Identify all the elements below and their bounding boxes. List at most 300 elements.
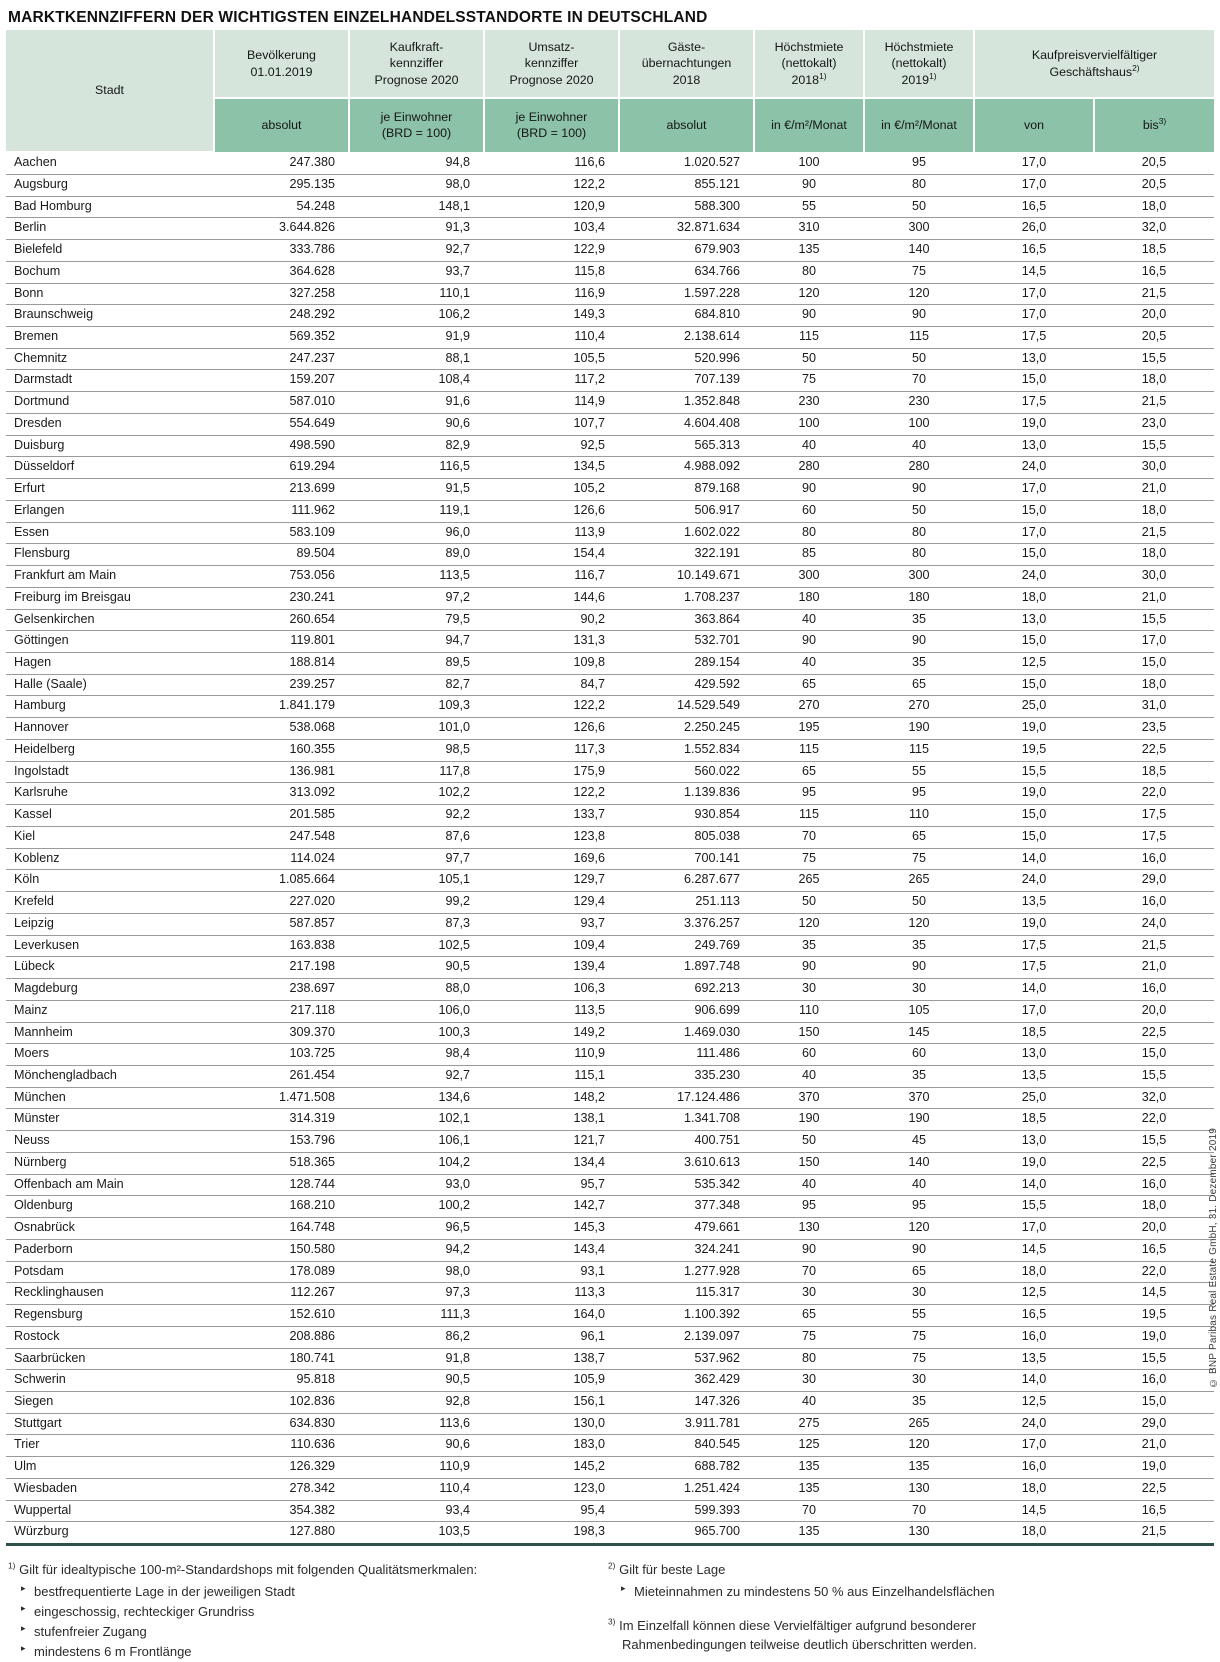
cell-overnight-stays: 4.988.092 — [619, 457, 754, 479]
cell-overnight-stays: 111.486 — [619, 1044, 754, 1066]
subheader-purchasing-power-l1: je Einwohner — [380, 109, 453, 124]
cell-multiplier-from: 18,5 — [974, 1022, 1094, 1044]
footnote-2-head — [608, 1560, 1208, 1580]
table-row — [6, 587, 1214, 609]
cell-max-rent-2019: 30 — [864, 1283, 974, 1305]
cell-purchasing-power: 102,2 — [349, 783, 484, 805]
cell-population: 153.796 — [214, 1131, 349, 1153]
subheader-purchasing-power-l2: (BRD = 100) — [381, 126, 452, 141]
cell-multiplier-to: 15,5 — [1094, 1065, 1214, 1087]
cell-multiplier-to: 20,5 — [1094, 327, 1214, 349]
cell-overnight-stays: 1.597.228 — [619, 283, 754, 305]
table-row — [6, 457, 1214, 479]
cell-overnight-stays: 2.139.097 — [619, 1326, 754, 1348]
footnote-1-item-text: eingeschossig, rechteckiger Grundriss — [34, 1603, 255, 1619]
footnote-1-marker: 1) — [8, 1560, 16, 1571]
footnote-ref-1b: 1) — [929, 70, 937, 81]
table-row — [6, 1522, 1214, 1545]
subheader-multiplier-from: von — [974, 98, 1094, 152]
cell-population: 498.590 — [214, 435, 349, 457]
table-row — [6, 1152, 1214, 1174]
cell-overnight-stays: 249.769 — [619, 935, 754, 957]
cell-city: Braunschweig — [6, 305, 214, 327]
cell-population: 3.644.826 — [214, 218, 349, 240]
cell-max-rent-2019: 55 — [864, 1305, 974, 1327]
cell-purchasing-power: 113,6 — [349, 1413, 484, 1435]
cell-multiplier-from: 19,5 — [974, 739, 1094, 761]
table-row — [6, 1000, 1214, 1022]
cell-purchasing-power: 89,0 — [349, 544, 484, 566]
cell-turnover: 110,4 — [484, 327, 619, 349]
cell-max-rent-2018: 75 — [754, 370, 864, 392]
cell-city: Rostock — [6, 1326, 214, 1348]
cell-multiplier-from: 15,5 — [974, 761, 1094, 783]
cell-multiplier-to: 21,5 — [1094, 522, 1214, 544]
cell-max-rent-2018: 50 — [754, 1131, 864, 1153]
cell-max-rent-2019: 35 — [864, 653, 974, 675]
cell-max-rent-2019: 270 — [864, 696, 974, 718]
cell-turnover: 122,2 — [484, 783, 619, 805]
cell-population: 333.786 — [214, 240, 349, 262]
footnote-1-list — [8, 1582, 608, 1662]
cell-overnight-stays: 322.191 — [619, 544, 754, 566]
header-population-l1: Bevölkerung — [247, 48, 316, 63]
cell-purchasing-power: 119,1 — [349, 500, 484, 522]
cell-population: 587.010 — [214, 392, 349, 414]
cell-max-rent-2018: 310 — [754, 218, 864, 240]
cell-city: Paderborn — [6, 1239, 214, 1261]
table-row — [6, 1261, 1214, 1283]
cell-max-rent-2019: 120 — [864, 1218, 974, 1240]
footnote-2-item-text: Mieteinnahmen zu mindestens 50 % aus Einzelhandelsflächen — [634, 1583, 995, 1599]
cell-overnight-stays: 520.996 — [619, 348, 754, 370]
cell-purchasing-power: 79,5 — [349, 609, 484, 631]
cell-multiplier-to: 18,5 — [1094, 240, 1214, 262]
cell-population: 354.382 — [214, 1500, 349, 1522]
header-max-rent-2019-l2: (nettokalt) — [891, 56, 947, 71]
cell-overnight-stays: 1.139.836 — [619, 783, 754, 805]
cell-population: 239.257 — [214, 674, 349, 696]
cell-multiplier-from: 12,5 — [974, 1391, 1094, 1413]
table-row — [6, 479, 1214, 501]
cell-city: Recklinghausen — [6, 1283, 214, 1305]
footnote-3-line2: Rahmenbedingungen teilweise deutlich überschritten werden. — [622, 1637, 977, 1653]
cell-multiplier-from: 26,0 — [974, 218, 1094, 240]
cell-purchasing-power: 134,6 — [349, 1087, 484, 1109]
table-row — [6, 196, 1214, 218]
table-row — [6, 870, 1214, 892]
cell-turnover: 121,7 — [484, 1131, 619, 1153]
cell-overnight-stays: 906.699 — [619, 1000, 754, 1022]
cell-purchasing-power: 111,3 — [349, 1305, 484, 1327]
cell-max-rent-2018: 135 — [754, 1457, 864, 1479]
cell-overnight-stays: 377.348 — [619, 1196, 754, 1218]
cell-max-rent-2018: 270 — [754, 696, 864, 718]
cell-purchasing-power: 106,0 — [349, 1000, 484, 1022]
header-purchasing-power-l1: Kaufkraft- — [389, 40, 444, 54]
cell-turnover: 134,5 — [484, 457, 619, 479]
cell-turnover: 84,7 — [484, 674, 619, 696]
cell-max-rent-2018: 90 — [754, 305, 864, 327]
cell-turnover: 93,7 — [484, 913, 619, 935]
page-title: MARKTKENNZIFFERN DER WICHTIGSTEN EINZELHANDELSSTANDORTE IN DEUTSCHLAND — [8, 9, 708, 26]
cell-multiplier-to: 32,0 — [1094, 218, 1214, 240]
table-row — [6, 1218, 1214, 1240]
cell-overnight-stays: 2.138.614 — [619, 327, 754, 349]
cell-turnover: 130,0 — [484, 1413, 619, 1435]
cell-multiplier-from: 25,0 — [974, 1087, 1094, 1109]
bullet-icon: ▸ — [21, 1643, 26, 1654]
header-price-multiplier-l2: Geschäftshaus — [1049, 64, 1133, 79]
cell-turnover: 149,3 — [484, 305, 619, 327]
cell-overnight-stays: 324.241 — [619, 1239, 754, 1261]
table-row — [6, 935, 1214, 957]
cell-population: 159.207 — [214, 370, 349, 392]
cell-city: Karlsruhe — [6, 783, 214, 805]
cell-city: Neuss — [6, 1131, 214, 1153]
cell-multiplier-from: 17,0 — [974, 152, 1094, 174]
cell-city: Flensburg — [6, 544, 214, 566]
cell-max-rent-2018: 80 — [754, 522, 864, 544]
cell-multiplier-to: 16,0 — [1094, 892, 1214, 914]
cell-population: 114.024 — [214, 848, 349, 870]
table-row — [6, 739, 1214, 761]
cell-turnover: 145,3 — [484, 1218, 619, 1240]
cell-max-rent-2019: 95 — [864, 783, 974, 805]
cell-max-rent-2018: 275 — [754, 1413, 864, 1435]
cell-multiplier-from: 15,0 — [974, 674, 1094, 696]
cell-multiplier-from: 17,0 — [974, 1218, 1094, 1240]
table-row — [6, 305, 1214, 327]
cell-turnover: 154,4 — [484, 544, 619, 566]
subheader-overnight-stays: absolut — [619, 98, 754, 152]
cell-multiplier-to: 21,0 — [1094, 957, 1214, 979]
header-population-l2: 01.01.2019 — [250, 64, 313, 79]
cell-overnight-stays: 532.701 — [619, 631, 754, 653]
cell-max-rent-2019: 50 — [864, 892, 974, 914]
cell-city: Freiburg im Breisgau — [6, 587, 214, 609]
cell-city: Osnabrück — [6, 1218, 214, 1240]
cell-multiplier-to: 15,5 — [1094, 1348, 1214, 1370]
cell-max-rent-2018: 135 — [754, 1478, 864, 1500]
cell-overnight-stays: 692.213 — [619, 979, 754, 1001]
table-row — [6, 413, 1214, 435]
cell-city: München — [6, 1087, 214, 1109]
table-row — [6, 1239, 1214, 1261]
cell-overnight-stays: 1.352.848 — [619, 392, 754, 414]
cell-city: Mainz — [6, 1000, 214, 1022]
cell-purchasing-power: 105,1 — [349, 870, 484, 892]
cell-turnover: 198,3 — [484, 1522, 619, 1545]
cell-city: Nürnberg — [6, 1152, 214, 1174]
cell-max-rent-2018: 130 — [754, 1218, 864, 1240]
cell-multiplier-from: 24,0 — [974, 870, 1094, 892]
cell-multiplier-to: 22,0 — [1094, 1109, 1214, 1131]
header-max-rent-2018-l3: 2018 — [791, 72, 820, 87]
footnote-1-item — [8, 1602, 608, 1622]
cell-overnight-stays: 855.121 — [619, 174, 754, 196]
cell-multiplier-from: 15,0 — [974, 805, 1094, 827]
cell-multiplier-to: 20,0 — [1094, 1218, 1214, 1240]
cell-city: Frankfurt am Main — [6, 566, 214, 588]
cell-max-rent-2019: 120 — [864, 283, 974, 305]
cell-city: Ingolstadt — [6, 761, 214, 783]
cell-multiplier-to: 22,0 — [1094, 1261, 1214, 1283]
cell-multiplier-from: 18,0 — [974, 1522, 1094, 1545]
cell-overnight-stays: 335.230 — [619, 1065, 754, 1087]
market-indicators-table — [6, 30, 1214, 1546]
cell-population: 163.838 — [214, 935, 349, 957]
cell-multiplier-to: 17,5 — [1094, 826, 1214, 848]
cell-overnight-stays: 634.766 — [619, 261, 754, 283]
footnote-2-item — [608, 1582, 1208, 1602]
table-row — [6, 805, 1214, 827]
table-row — [6, 1283, 1214, 1305]
cell-turnover: 110,9 — [484, 1044, 619, 1066]
cell-max-rent-2018: 230 — [754, 392, 864, 414]
cell-population: 201.585 — [214, 805, 349, 827]
cell-max-rent-2018: 40 — [754, 609, 864, 631]
cell-purchasing-power: 110,1 — [349, 283, 484, 305]
cell-multiplier-to: 20,0 — [1094, 305, 1214, 327]
cell-multiplier-to: 18,5 — [1094, 761, 1214, 783]
subheader-turnover-l1: je Einwohner — [515, 109, 588, 124]
cell-max-rent-2018: 180 — [754, 587, 864, 609]
cell-multiplier-from: 14,0 — [974, 1174, 1094, 1196]
cell-purchasing-power: 86,2 — [349, 1326, 484, 1348]
cell-max-rent-2018: 115 — [754, 327, 864, 349]
cell-population: 103.725 — [214, 1044, 349, 1066]
table-row — [6, 348, 1214, 370]
cell-multiplier-to: 22,0 — [1094, 783, 1214, 805]
cell-multiplier-to: 21,0 — [1094, 587, 1214, 609]
cell-multiplier-to: 19,0 — [1094, 1457, 1214, 1479]
cell-overnight-stays: 1.897.748 — [619, 957, 754, 979]
cell-city: Halle (Saale) — [6, 674, 214, 696]
cell-overnight-stays: 3.376.257 — [619, 913, 754, 935]
table-container — [0, 30, 1220, 1546]
cell-population: 227.020 — [214, 892, 349, 914]
cell-multiplier-from: 13,0 — [974, 435, 1094, 457]
cell-turnover: 133,7 — [484, 805, 619, 827]
cell-multiplier-from: 14,0 — [974, 1370, 1094, 1392]
cell-purchasing-power: 90,6 — [349, 413, 484, 435]
cell-city: Saarbrücken — [6, 1348, 214, 1370]
cell-purchasing-power: 90,5 — [349, 957, 484, 979]
subheader-purchasing-power — [349, 98, 484, 152]
cell-multiplier-from: 14,5 — [974, 1500, 1094, 1522]
cell-multiplier-to: 18,0 — [1094, 370, 1214, 392]
cell-turnover: 126,6 — [484, 500, 619, 522]
cell-max-rent-2019: 80 — [864, 522, 974, 544]
cell-multiplier-from: 17,0 — [974, 283, 1094, 305]
cell-turnover: 116,9 — [484, 283, 619, 305]
table-row — [6, 435, 1214, 457]
cell-max-rent-2019: 90 — [864, 1239, 974, 1261]
cell-city: Hagen — [6, 653, 214, 675]
cell-population: 327.258 — [214, 283, 349, 305]
cell-population: 178.089 — [214, 1261, 349, 1283]
table-row — [6, 522, 1214, 544]
cell-city: Bonn — [6, 283, 214, 305]
bullet-icon: ▸ — [21, 1622, 26, 1633]
cell-multiplier-to: 15,5 — [1094, 609, 1214, 631]
cell-overnight-stays: 289.154 — [619, 653, 754, 675]
cell-turnover: 116,7 — [484, 566, 619, 588]
cell-purchasing-power: 94,7 — [349, 631, 484, 653]
cell-max-rent-2018: 95 — [754, 1196, 864, 1218]
cell-city: Göttingen — [6, 631, 214, 653]
subheader-multiplier-to-label: bis — [1142, 117, 1159, 132]
cell-max-rent-2018: 265 — [754, 870, 864, 892]
cell-multiplier-to: 15,0 — [1094, 1391, 1214, 1413]
cell-population: 583.109 — [214, 522, 349, 544]
cell-overnight-stays: 362.429 — [619, 1370, 754, 1392]
cell-population: 112.267 — [214, 1283, 349, 1305]
cell-city: Dortmund — [6, 392, 214, 414]
cell-max-rent-2018: 85 — [754, 544, 864, 566]
table-row — [6, 174, 1214, 196]
table-row — [6, 1348, 1214, 1370]
cell-max-rent-2018: 150 — [754, 1022, 864, 1044]
subheader-multiplier-to — [1094, 98, 1214, 152]
cell-overnight-stays: 930.854 — [619, 805, 754, 827]
cell-city: Wuppertal — [6, 1500, 214, 1522]
cell-turnover: 122,9 — [484, 240, 619, 262]
cell-population: 247.380 — [214, 152, 349, 174]
cell-multiplier-to: 21,5 — [1094, 1522, 1214, 1545]
cell-multiplier-from: 16,5 — [974, 240, 1094, 262]
cell-overnight-stays: 2.250.245 — [619, 718, 754, 740]
cell-city: Hamburg — [6, 696, 214, 718]
cell-city: Hannover — [6, 718, 214, 740]
cell-overnight-stays: 115.317 — [619, 1283, 754, 1305]
cell-turnover: 114,9 — [484, 392, 619, 414]
cell-max-rent-2019: 90 — [864, 631, 974, 653]
cell-max-rent-2019: 280 — [864, 457, 974, 479]
cell-turnover: 129,7 — [484, 870, 619, 892]
cell-city: Offenbach am Main — [6, 1174, 214, 1196]
cell-turnover: 106,3 — [484, 979, 619, 1001]
cell-purchasing-power: 93,0 — [349, 1174, 484, 1196]
cell-purchasing-power: 101,0 — [349, 718, 484, 740]
cell-population: 208.886 — [214, 1326, 349, 1348]
cell-max-rent-2019: 30 — [864, 979, 974, 1001]
cell-multiplier-from: 15,0 — [974, 370, 1094, 392]
footnote-2-block — [608, 1560, 1208, 1602]
footnote-1-item-text: bestfrequentierte Lage in der jeweiligen Stadt — [34, 1583, 295, 1599]
cell-purchasing-power: 91,3 — [349, 218, 484, 240]
cell-population: 619.294 — [214, 457, 349, 479]
cell-city: Chemnitz — [6, 348, 214, 370]
table-row — [6, 892, 1214, 914]
cell-max-rent-2018: 65 — [754, 761, 864, 783]
cell-overnight-stays: 684.810 — [619, 305, 754, 327]
cell-city: Kassel — [6, 805, 214, 827]
subheader-max-rent-2019: in €/m²/Monat — [864, 98, 974, 152]
cell-multiplier-from: 14,0 — [974, 979, 1094, 1001]
cell-multiplier-from: 17,0 — [974, 1000, 1094, 1022]
cell-max-rent-2019: 75 — [864, 1348, 974, 1370]
cell-purchasing-power: 97,7 — [349, 848, 484, 870]
table-row — [6, 1391, 1214, 1413]
cell-multiplier-from: 17,5 — [974, 392, 1094, 414]
subheader-turnover — [484, 98, 619, 152]
cell-population: 261.454 — [214, 1065, 349, 1087]
cell-city: Bielefeld — [6, 240, 214, 262]
cell-turnover: 96,1 — [484, 1326, 619, 1348]
cell-city: Aachen — [6, 152, 214, 174]
cell-city: Gelsenkirchen — [6, 609, 214, 631]
cell-max-rent-2019: 265 — [864, 870, 974, 892]
cell-purchasing-power: 93,7 — [349, 261, 484, 283]
cell-multiplier-to: 21,0 — [1094, 479, 1214, 501]
cell-overnight-stays: 1.100.392 — [619, 1305, 754, 1327]
cell-max-rent-2019: 265 — [864, 1413, 974, 1435]
cell-purchasing-power: 82,9 — [349, 435, 484, 457]
cell-purchasing-power: 91,5 — [349, 479, 484, 501]
cell-population: 217.118 — [214, 1000, 349, 1022]
cell-overnight-stays: 10.149.671 — [619, 566, 754, 588]
header-overnight-stays-l1: Gäste- — [667, 40, 706, 54]
cell-city: Bremen — [6, 327, 214, 349]
cell-turnover: 134,4 — [484, 1152, 619, 1174]
table-row — [6, 1457, 1214, 1479]
cell-max-rent-2019: 50 — [864, 348, 974, 370]
cell-multiplier-from: 16,0 — [974, 1457, 1094, 1479]
cell-turnover: 123,8 — [484, 826, 619, 848]
cell-overnight-stays: 879.168 — [619, 479, 754, 501]
cell-turnover: 115,1 — [484, 1065, 619, 1087]
cell-city: Bad Homburg — [6, 196, 214, 218]
cell-city: Leverkusen — [6, 935, 214, 957]
table-row — [6, 1478, 1214, 1500]
header-population — [214, 30, 349, 98]
cell-multiplier-to: 18,0 — [1094, 500, 1214, 522]
cell-multiplier-from: 24,0 — [974, 566, 1094, 588]
bullet-icon: ▸ — [621, 1582, 626, 1593]
cell-multiplier-to: 20,5 — [1094, 174, 1214, 196]
cell-turnover: 109,4 — [484, 935, 619, 957]
cell-turnover: 117,3 — [484, 739, 619, 761]
footnote-2-list — [608, 1582, 1208, 1602]
header-max-rent-2018-l2: (nettokalt) — [781, 56, 837, 71]
cell-overnight-stays: 1.469.030 — [619, 1022, 754, 1044]
cell-multiplier-to: 15,5 — [1094, 1131, 1214, 1153]
table-row — [6, 392, 1214, 414]
cell-overnight-stays: 17.124.486 — [619, 1087, 754, 1109]
cell-population: 518.365 — [214, 1152, 349, 1174]
cell-max-rent-2019: 95 — [864, 152, 974, 174]
cell-multiplier-from: 14,5 — [974, 261, 1094, 283]
cell-turnover: 93,1 — [484, 1261, 619, 1283]
cell-city: Wiesbaden — [6, 1478, 214, 1500]
cell-max-rent-2019: 105 — [864, 1000, 974, 1022]
cell-turnover: 116,6 — [484, 152, 619, 174]
cell-overnight-stays: 688.782 — [619, 1457, 754, 1479]
cell-overnight-stays: 560.022 — [619, 761, 754, 783]
cell-purchasing-power: 113,5 — [349, 566, 484, 588]
cell-population: 180.741 — [214, 1348, 349, 1370]
cell-multiplier-to: 17,5 — [1094, 805, 1214, 827]
cell-multiplier-from: 19,0 — [974, 783, 1094, 805]
cell-multiplier-to: 19,0 — [1094, 1326, 1214, 1348]
header-max-rent-2019-l3: 2019 — [901, 72, 930, 87]
cell-max-rent-2019: 100 — [864, 413, 974, 435]
cell-multiplier-from: 24,0 — [974, 457, 1094, 479]
table-body — [6, 152, 1214, 1545]
cell-max-rent-2018: 135 — [754, 240, 864, 262]
